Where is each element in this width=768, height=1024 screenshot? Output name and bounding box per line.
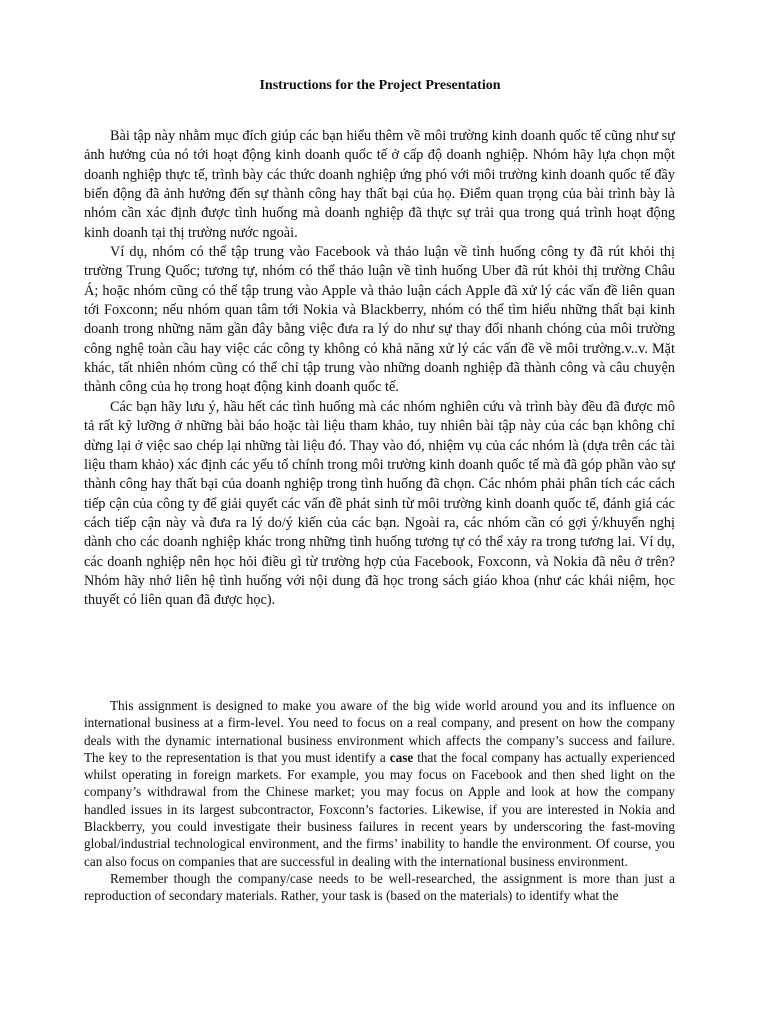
case-emphasis: case (389, 749, 414, 765)
english-instructions (84, 697, 675, 905)
en-paragraph-2: Remember though the company/case needs to be well-researched, the assignment is more than just a reproduction of secondary materials. Rather, your task is (based on the materials) to identify what the (84, 870, 675, 904)
vi-paragraph-3: Các bạn hãy lưu ý, hầu hết các tình huống mà các nhóm nghiên cứu và trình bày đều đã được mô tả rất kỹ lưỡng ở những bài báo hoặc tài liệu tham khảo, tuy nhiên bài tập này của các bạn không chỉ dừng lại ở việc sao chép lại những tài liệu đó. Thay vào đó, nhiệm vụ của các nhóm là (dựa trên các tài liệu tham khảo) xác định các yếu tố chính trong môi trường kinh doanh quốc tế mà đã góp phần vào sự thành công hay thất bại của doanh nghiệp trong tình huống đã chọn. Các nhóm phải phân tích các cách tiếp cận của công ty để giải quyết các vấn đề phát sinh từ môi trường kinh doanh quốc tế, đánh giá các cách tiếp cận này và đưa ra lý do/ý kiến của các bạn. Ngoài ra, các nhóm cần có gợi ý/khuyến nghị dành cho các doanh nghiệp khác trong những tình huống tương tự có thể xảy ra trong tương lai. Ví dụ, các doanh nghiệp nên học hỏi điều gì từ trường hợp của Facebook, Foxconn, và Nokia đã nêu ở trên? Nhóm hãy nhớ liên hệ tình huống với nội dung đã học trong sách giáo khoa (như các khái niệm, học thuyết có liên quan đã được học). (84, 398, 675, 609)
vi-paragraph-2: Ví dụ, nhóm có thể tập trung vào Facebook và thảo luận về tình huống công ty đã rút khỏi thị trường Trung Quốc; tương tự, nhóm có thể thảo luận về tình huống Uber đã rút khỏi thị trường Châu Á; hoặc nhóm cũng có thể tập trung vào Apple và thảo luận cách Apple đã xử lý các vấn đề liên quan tới Foxconn; nếu nhóm quan tâm tới Nokia và Blackberry, nhóm có thể tìm hiểu những thất bại kinh doanh trong những năm gần đây bằng việc đưa ra lý do như sự thay đổi nhanh chóng của môi trường công nghệ toàn cầu hay việc các công ty không có khả năng xử lý các vấn đề về môi trường.v..v. Mặt khác, tất nhiên nhóm cũng có thể chỉ tập trung vào những doanh nghiệp đã thành công và câu chuyện thành công của họ trong hoạt động kinh doanh quốc tế. (84, 244, 675, 396)
document-title: Instructions for the Project Presentation (259, 78, 501, 93)
en-paragraph-1-part-1: This assignment is designed to make you aware of the big wide world around you and its influence on international business at a firm-level. You need to focus on a real company, and present on how the company deals with the dynamic international business environment which affects the company’s success and failure. The key to the representation is that you must identify a (84, 698, 675, 765)
en-paragraph-1 (84, 697, 675, 870)
vi-paragraph-1: Bài tập này nhằm mục đích giúp các bạn hiểu thêm về môi trường kinh doanh quốc tế cũng như sự ảnh hưởng của nó tới hoạt động kinh doanh quốc tế ở cấp độ doanh nghiệp. Nhóm hãy lựa chọn một doanh nghiệp thực tế, trình bày các thức doanh nghiệp ứng phó với môi trường kinh doanh quốc tế đầy biến động đã ảnh hưởng đến sự thành công hay thất bại của họ. Điểm quan trọng của bài trình bày là nhóm cần xác định được tình huống mà doanh nghiệp đã thực sự trải qua trong quá trình hoạt động kinh doanh tại thị trường nước ngoài. (84, 128, 675, 241)
en-paragraph-1-part-2: that the focal company has actually experienced whilst operating in foreign markets. For example, you may focus on Facebook and then shed light on the company’s withdrawal from the Chinese market; you may focus on Apple and look at how the company handled issues in its largest subcontractor, Foxconn’s factories. Likewise, if you are interested in Nokia and Blackberry, you could investigate their business failures in recent years by underscoring the fast-moving global/industrial technological environment, and the firms’ inability to handle the environment. Of course, you can also focus on companies that are successful in dealing with the international business environment. (84, 749, 675, 869)
vietnamese-instructions (84, 127, 675, 611)
